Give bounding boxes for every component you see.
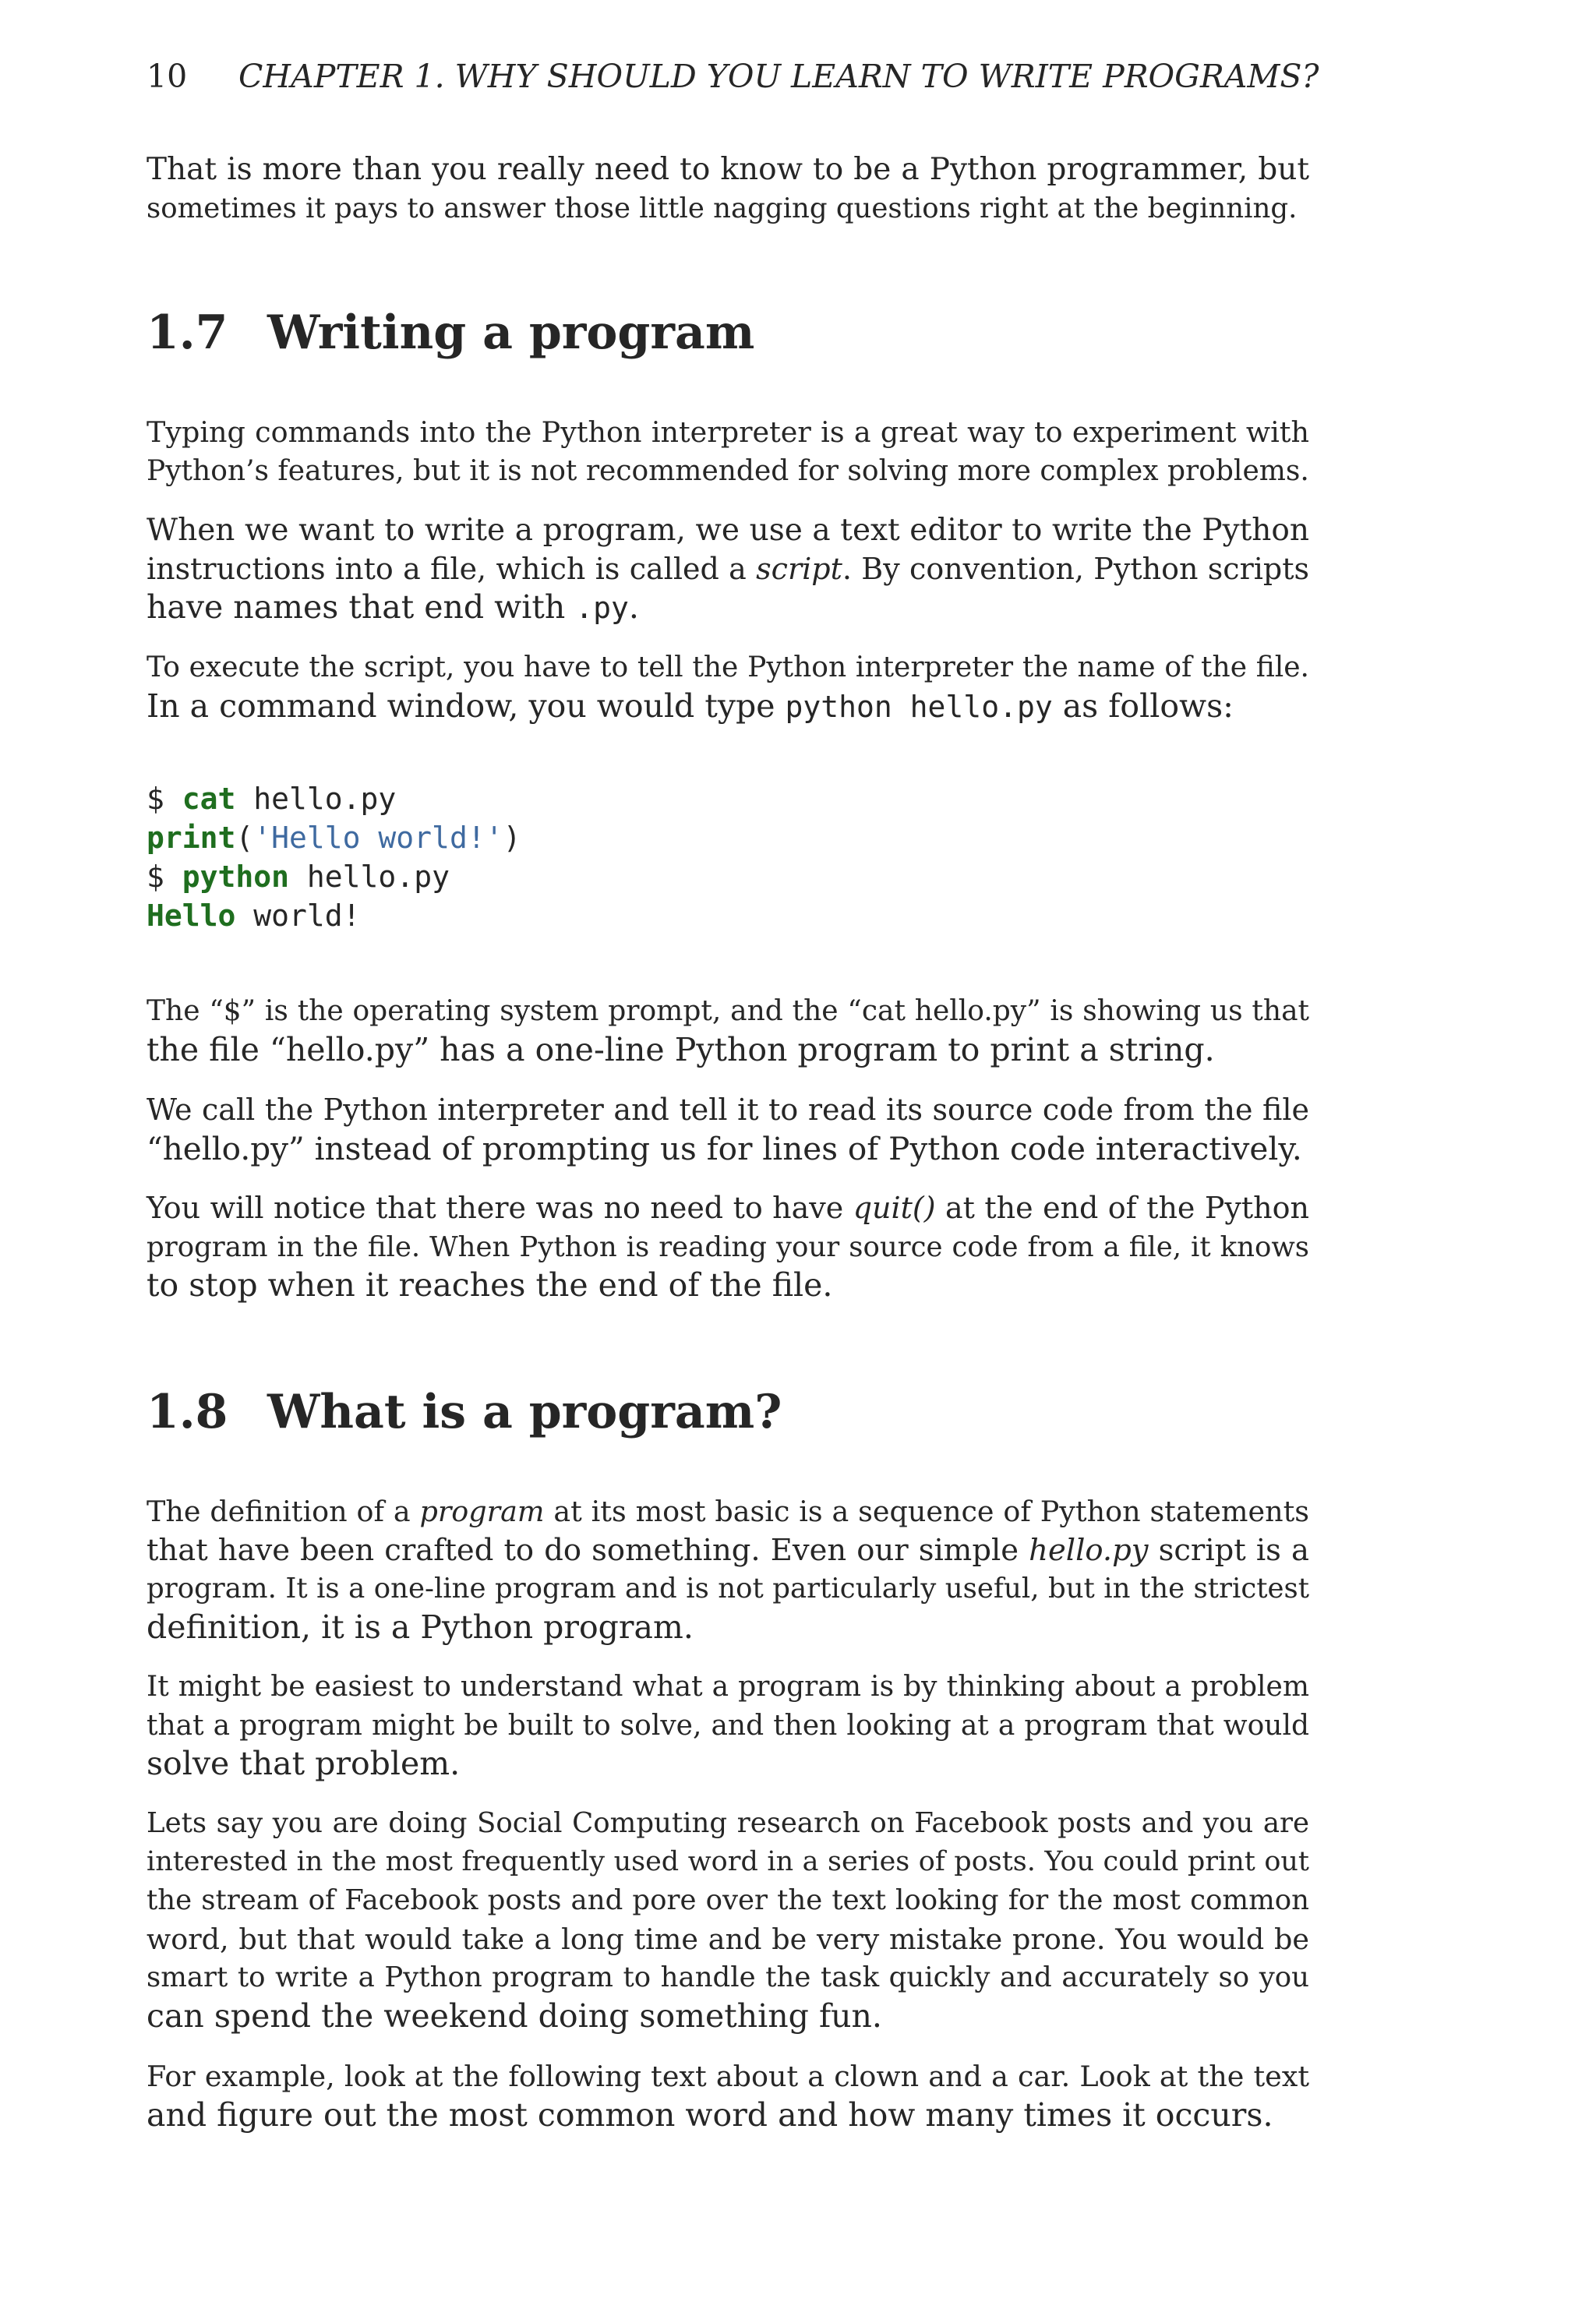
- code-punct: (: [235, 821, 254, 855]
- text-line: word, but that would take a long time and be very mistake prone. You would be: [147, 1922, 1309, 1956]
- text-span: at the end of the Python: [935, 1191, 1309, 1225]
- text-line: [147, 588, 1309, 628]
- running-head: [147, 56, 1319, 97]
- text-line: solve that problem.: [147, 1745, 461, 1783]
- section-number: 1.7: [147, 305, 228, 360]
- output-text: world!: [235, 899, 361, 933]
- paragraph: [147, 992, 1309, 1069]
- section-title-text: Writing a program: [267, 305, 755, 360]
- code-function: print: [147, 821, 236, 855]
- text-span: have names that end with: [147, 588, 576, 627]
- shell-argument: hello.py: [235, 782, 397, 816]
- section-title-text: What is a program?: [267, 1385, 782, 1439]
- text-line: program. It is a one-line program and is not particularly useful, but in the strictest: [147, 1573, 1309, 1605]
- shell-argument: hello.py: [289, 860, 450, 894]
- section-heading-1-8: [147, 1385, 782, 1439]
- text-span: that have been crafted to do something. Even our simple: [147, 1532, 1029, 1568]
- code-line: [147, 896, 1309, 935]
- paragraph: [147, 648, 1309, 726]
- text-span: instructions into a file, which is called a: [147, 551, 757, 586]
- text-line: interested in the most frequently used word in a series of posts. You could print out: [147, 1845, 1309, 1877]
- text-line: Lets say you are doing Social Computing research on Facebook posts and you are: [147, 1807, 1309, 1839]
- section-heading-1-7: [147, 305, 754, 360]
- text-span: at its most basic is a sequence of Python statements: [544, 1495, 1309, 1528]
- text-line: For example, look at the following text about a clown and a car. Look at the text: [147, 2060, 1309, 2093]
- text-span: as follows:: [1052, 687, 1234, 725]
- text-line: [147, 550, 1309, 589]
- emphasis-hello-py: hello.py: [1029, 1532, 1149, 1568]
- text-span: script is a: [1148, 1532, 1309, 1568]
- paragraph: [147, 511, 1309, 628]
- text-line: [147, 1492, 1309, 1531]
- paragraph: [147, 1091, 1309, 1168]
- text-span: .: [628, 588, 639, 627]
- page-number: 10: [147, 58, 188, 95]
- shell-command: cat: [182, 782, 236, 816]
- text-line: definition, it is a Python program.: [147, 1608, 694, 1646]
- output-word: Hello: [147, 899, 236, 933]
- paragraph: [147, 1189, 1309, 1305]
- text-span: . By convention, Python scripts: [842, 551, 1309, 586]
- text-line: [147, 1531, 1309, 1570]
- shell-command: python: [182, 860, 290, 894]
- text-line: to stop when it reaches the end of the file.: [147, 1266, 833, 1305]
- text-line: can spend the weekend doing something fun.: [147, 1997, 882, 2035]
- text-line: [147, 1189, 1309, 1228]
- paragraph: [147, 1492, 1309, 1647]
- text-line: [147, 687, 1309, 727]
- emphasis-program: program: [419, 1495, 545, 1528]
- emphasis-script: script: [756, 551, 842, 586]
- text-line: To execute the script, you have to tell the Python interpreter the name of the file.: [147, 651, 1309, 683]
- text-line: program in the file. When Python is reading your source code from a file, it knows: [147, 1230, 1309, 1263]
- text-line: Python’s features, but it is not recommended for solving more complex problems.: [147, 454, 1309, 487]
- code-punct: ): [503, 821, 521, 855]
- inline-code-py: .py: [575, 591, 629, 626]
- text-line: When we want to write a program, we use a text editor to write the Python: [147, 513, 1309, 548]
- code-string: 'Hello world!': [253, 821, 503, 855]
- text-line: that a program might be built to solve, and then looking at a program that would: [147, 1709, 1309, 1742]
- shell-prompt: $: [147, 860, 182, 894]
- paragraph: [147, 1804, 1309, 2036]
- chapter-title: CHAPTER 1. WHY SHOULD YOU LEARN TO WRITE PROGRAMS?: [238, 58, 1319, 95]
- text-line: and figure out the most common word and how many times it occurs.: [147, 2095, 1273, 2134]
- paragraph: [147, 1668, 1309, 1784]
- text-line: It might be easiest to understand what a program is by thinking about a problem: [147, 1671, 1309, 1703]
- text-line: the stream of Facebook posts and pore over the text looking for the most common: [147, 1884, 1309, 1917]
- paragraph: [147, 413, 1309, 490]
- text-span: You will notice that there was no need to have: [147, 1191, 853, 1225]
- text-line: We call the Python interpreter and tell it to read its source code from the file: [147, 1093, 1309, 1127]
- code-line: [147, 818, 1309, 857]
- text-line: sometimes it pays to answer those little nagging questions right at the beginning.: [147, 192, 1298, 224]
- emphasis-quit: quit(): [853, 1191, 936, 1225]
- shell-prompt: $: [147, 782, 182, 816]
- section-number: 1.8: [147, 1385, 228, 1439]
- text-line: smart to write a Python program to handle the task quickly and accurately so you: [147, 1961, 1309, 1994]
- text-line: Typing commands into the Python interpreter is a great way to experiment with: [147, 415, 1309, 449]
- code-line: [147, 779, 1309, 818]
- code-listing: [147, 779, 1309, 935]
- text-line: “hello.py” instead of prompting us for lines of Python code interactively.: [147, 1129, 1302, 1167]
- intro-paragraph: [147, 150, 1309, 228]
- paragraph: [147, 2057, 1309, 2134]
- text-line: the file “hello.py” has a one-line Python program to print a string.: [147, 1030, 1215, 1068]
- inline-code-command: python hello.py: [785, 689, 1053, 724]
- text-line: The “$” is the operating system prompt, and the “cat hello.py” is showing us that: [147, 995, 1309, 1027]
- text-span: In a command window, you would type: [147, 687, 786, 725]
- text-span: The definition of a: [147, 1495, 420, 1528]
- code-line: [147, 857, 1309, 896]
- text-line: That is more than you really need to know to be a Python programmer, but: [147, 152, 1309, 187]
